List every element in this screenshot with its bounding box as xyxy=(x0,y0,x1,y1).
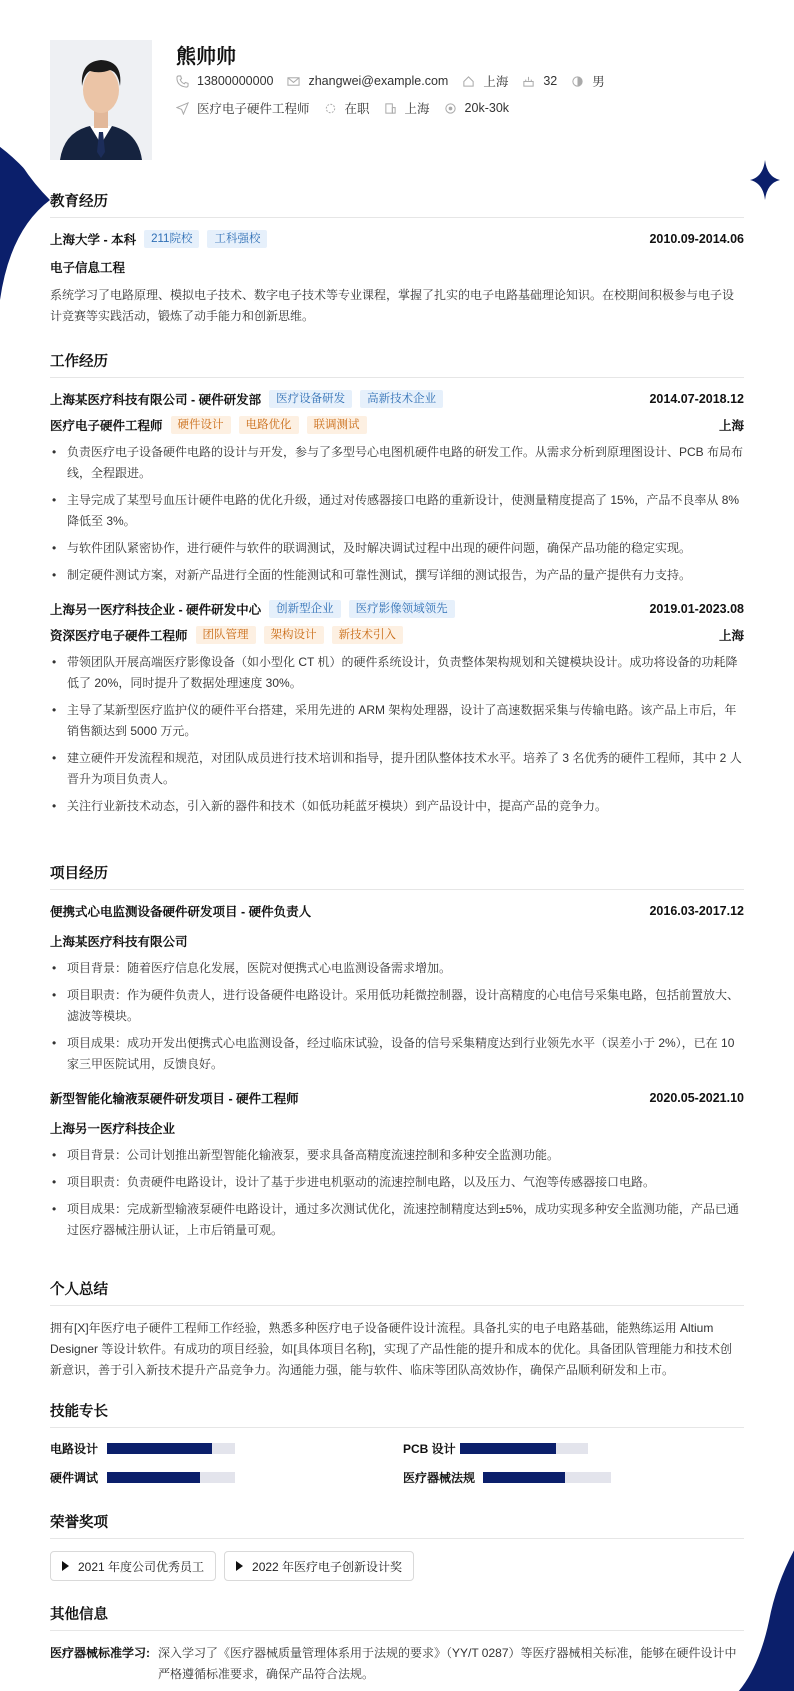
project-name: 便携式心电监测设备硬件研发项目 - 硬件负责人 xyxy=(50,905,312,919)
skill-item xyxy=(403,1440,744,1457)
company-tag: 高新技术企业 xyxy=(360,390,443,408)
city-value: 上海 xyxy=(483,75,509,89)
project-bullets xyxy=(50,958,744,1075)
education-title: 教育经历 xyxy=(50,190,744,218)
gender-item xyxy=(571,72,605,90)
job-title-value: 医疗电子硬件工程师 xyxy=(197,102,310,116)
skill-name: 硬件调试 xyxy=(50,1471,99,1485)
list-item: • 主导完成了某型号血压计硬件电路的优化升级，通过对传感器接口电路的重新设计，使测量精度提高了 15%，产品不良率从 8% 降低至 3%。 xyxy=(50,490,744,532)
work-date: 2014.07-2018.12 xyxy=(649,392,744,406)
role-tag: 架构设计 xyxy=(264,626,324,644)
summary-text: 拥有[X]年医疗电子硬件工程师工作经验，熟悉多种医疗电子设备硬件设计流程。具备扎实的电子电路基础，能熟练运用 Altium Designer 等设计软件。有成功的项目经验，如[具体项目名称]，实现了产品性能的提升和成本的优化。具备团队管理能力和技术创新意识，善于引入新技术提升产品竞争力。沟通能力强，能与软件、临床等团队高效协作，确保产品顺利研发和上市。 xyxy=(50,1321,733,1377)
projects-section xyxy=(50,862,744,1247)
award-label: 2021 年度公司优秀员工 xyxy=(78,1559,205,1574)
target-city-value: 上海 xyxy=(404,102,430,116)
role-tag: 电路优化 xyxy=(239,416,299,434)
salary-item xyxy=(444,101,509,115)
major-name: 电子信息工程 xyxy=(50,261,126,275)
projects-title: 项目经历 xyxy=(50,862,744,890)
company-tag: 医疗设备研发 xyxy=(269,390,352,408)
play-icon xyxy=(62,1561,69,1571)
work-bullets xyxy=(50,652,744,817)
project-date: 2020.05-2021.10 xyxy=(649,1091,744,1105)
skills-grid xyxy=(50,1440,744,1486)
project-entry xyxy=(50,902,744,1075)
other-label: 医疗器械标准学习: xyxy=(50,1646,150,1660)
work-entry xyxy=(50,600,744,817)
avatar xyxy=(50,40,152,160)
gender-value: 男 xyxy=(592,75,605,89)
skill-bar xyxy=(483,1472,611,1483)
education-header-row xyxy=(50,230,744,248)
skill-bar xyxy=(107,1443,235,1454)
avatar-portrait-icon xyxy=(50,40,152,160)
list-item: • 项目职责：作为硬件负责人，进行设备硬件电路设计。采用低功耗微控制器，设计高精度的心电信号采集电路，包括前置放大、滤波等模块。 xyxy=(50,985,744,1027)
awards-title: 荣誉奖项 xyxy=(50,1511,744,1539)
list-item: • 项目成果：完成新型输液泵硬件电路设计，通过多次测试优化，流速控制精度达到±5%，成功实现多种安全监测功能，产品已通过医疗器械注册认证，上市后销量可观。 xyxy=(50,1199,744,1241)
building-icon xyxy=(384,102,397,115)
other-title: 其他信息 xyxy=(50,1603,744,1631)
role-name: 资深医疗电子硬件工程师 xyxy=(50,629,188,643)
school-name: 上海大学 - 本科 xyxy=(50,233,137,247)
target-city-item xyxy=(384,99,430,117)
company-tag: 医疗影像领域领先 xyxy=(349,600,455,618)
candidate-name: 熊帅帅 xyxy=(176,46,236,68)
company-tag: 创新型企业 xyxy=(269,600,341,618)
summary-section xyxy=(50,1278,744,1381)
skills-title: 技能专长 xyxy=(50,1400,744,1428)
gender-icon xyxy=(571,75,584,88)
email-item xyxy=(287,74,448,88)
work-bullets xyxy=(50,442,744,586)
city-item xyxy=(462,72,508,90)
list-item: • 主导了某新型医疗监护仪的硬件平台搭建，采用先进的 ARM 架构处理器，设计了高速数据采集与传输电路。该产品上市后，年销售额达到 5000 万元。 xyxy=(50,700,744,742)
skill-bar-fill xyxy=(107,1472,200,1483)
work-section xyxy=(50,350,744,823)
list-item: • 关注行业新技术动态，引入新的器件和技术（如低功耗蓝牙模块）到产品设计中，提高产品的竞争力。 xyxy=(50,796,744,817)
summary-title: 个人总结 xyxy=(50,1278,744,1306)
mail-icon xyxy=(287,75,300,88)
role-name: 医疗电子硬件工程师 xyxy=(50,419,163,433)
phone-item xyxy=(176,74,273,88)
role-tag: 团队管理 xyxy=(196,626,256,644)
skill-item xyxy=(403,1469,744,1486)
skill-bar xyxy=(107,1472,235,1483)
skills-section xyxy=(50,1400,744,1486)
work-date: 2019.01-2023.08 xyxy=(649,602,744,616)
skill-item xyxy=(50,1469,403,1486)
coin-icon xyxy=(444,102,457,115)
company-name: 上海某医疗科技有限公司 - 硬件研发部 xyxy=(50,393,262,407)
other-section xyxy=(50,1603,744,1685)
project-name: 新型智能化输液泵硬件研发项目 - 硬件工程师 xyxy=(50,1092,299,1106)
project-company: 上海某医疗科技有限公司 xyxy=(50,935,188,949)
list-item: • 建立硬件开发流程和规范，对团队成员进行技术培训和指导，提升团队整体技术水平。培养了 3 名优秀的硬件工程师，其中 2 人晋升为项目负责人。 xyxy=(50,748,744,790)
list-item: • 负责医疗电子设备硬件电路的设计与开发，参与了多型号心电图机硬件电路的研发工作。从需求分析到原理图设计、PCB 布局布线，全程跟进。 xyxy=(50,442,744,484)
project-bullets xyxy=(50,1145,744,1241)
list-item: • 带领团队开展高端医疗影像设备（如小型化 CT 机）的硬件系统设计，负责整体架构规划和关键模块设计。成功将设备的功耗降低了 20%，同时提升了数据处理速度 30%。 xyxy=(50,652,744,694)
school-tag: 211院校 xyxy=(144,230,199,248)
awards-section xyxy=(50,1511,744,1581)
education-date: 2010.09-2014.06 xyxy=(649,232,744,246)
award-item xyxy=(224,1551,414,1581)
skill-item xyxy=(50,1440,403,1457)
skill-name: 电路设计 xyxy=(50,1442,99,1456)
cake-icon xyxy=(522,75,535,88)
role-tag: 硬件设计 xyxy=(171,416,231,434)
profile-header xyxy=(50,40,744,160)
award-label: 2022 年医疗电子创新设计奖 xyxy=(252,1559,403,1574)
list-item: • 与软件团队紧密协作，进行硬件与软件的联调测试，及时解决调试过程中出现的硬件问题，确保产品功能的稳定实现。 xyxy=(50,538,744,559)
skill-name: 医疗器械法规 xyxy=(403,1471,476,1485)
education-section xyxy=(50,190,744,327)
other-text: 深入学习了《医疗器械质量管理体系用于法规的要求》（YY/T 0287）等医疗器械相关标准，能够在硬件设计中严格遵循标准要求，确保产品符合法规。 xyxy=(158,1646,737,1681)
project-date: 2016.03-2017.12 xyxy=(649,904,744,918)
play-icon xyxy=(236,1561,243,1571)
list-item: • 制定硬件测试方案，对新产品进行全面的性能测试和可靠性测试，撰写详细的测试报告，为产品的量产提供有力支持。 xyxy=(50,565,744,586)
list-item: • 项目背景：公司计划推出新型智能化输液泵，要求具备高精度流速控制和多种安全监测功能。 xyxy=(50,1145,744,1166)
award-item xyxy=(50,1551,216,1581)
work-entry xyxy=(50,390,744,586)
age-value: 32 xyxy=(543,74,558,88)
skill-bar-fill xyxy=(460,1443,556,1454)
work-title: 工作经历 xyxy=(50,350,744,378)
skill-name: PCB 设计 xyxy=(403,1442,456,1456)
skill-bar xyxy=(460,1443,588,1454)
phone-icon xyxy=(176,75,189,88)
role-tag: 新技术引入 xyxy=(332,626,404,644)
skill-bar-fill xyxy=(107,1443,212,1454)
project-entry xyxy=(50,1089,744,1241)
role-tag: 联调测试 xyxy=(307,416,367,434)
star-decoration-icon xyxy=(750,160,780,200)
awards-list xyxy=(50,1551,744,1581)
list-item: • 项目职责：负责硬件电路设计，设计了基于步进电机驱动的流速控制电路，以及压力、气泡等传感器接口电路。 xyxy=(50,1172,744,1193)
skill-bar-fill xyxy=(483,1472,565,1483)
status-item xyxy=(324,99,370,117)
send-icon xyxy=(176,102,189,115)
work-location: 上海 xyxy=(718,419,744,433)
list-item: • 项目背景：随着医疗信息化发展，医院对便携式心电监测设备需求增加。 xyxy=(50,958,744,979)
project-company: 上海另一医疗科技企业 xyxy=(50,1122,176,1136)
email-value: zhangwei@example.com xyxy=(308,74,449,88)
contact-row xyxy=(176,72,619,90)
company-name: 上海另一医疗科技企业 - 硬件研发中心 xyxy=(50,603,262,617)
status-value: 在职 xyxy=(344,102,370,116)
work-location: 上海 xyxy=(718,629,744,643)
home-icon xyxy=(462,75,475,88)
salary-value: 20k-30k xyxy=(464,101,510,115)
list-item: • 项目成果：成功开发出便携式心电监测设备，经过临床试验，设备的信号采集精度达到行业领先水平（误差小于 2%），已在 10 家三甲医院试用，反馈良好。 xyxy=(50,1033,744,1075)
status-icon xyxy=(324,102,337,115)
age-item xyxy=(522,74,557,88)
school-tag: 工科强校 xyxy=(207,230,267,248)
job-title-item xyxy=(176,99,310,117)
other-item xyxy=(50,1643,744,1685)
education-description: 系统学习了电路原理、模拟电子技术、数字电子技术等专业课程，掌握了扎实的电子电路基础理论知识。在校期间积极参与电子设计竞赛等实践活动，锻炼了动手能力和创新思维。 xyxy=(50,288,735,323)
phone-value: 13800000000 xyxy=(197,74,274,88)
job-intent-row xyxy=(176,99,523,117)
